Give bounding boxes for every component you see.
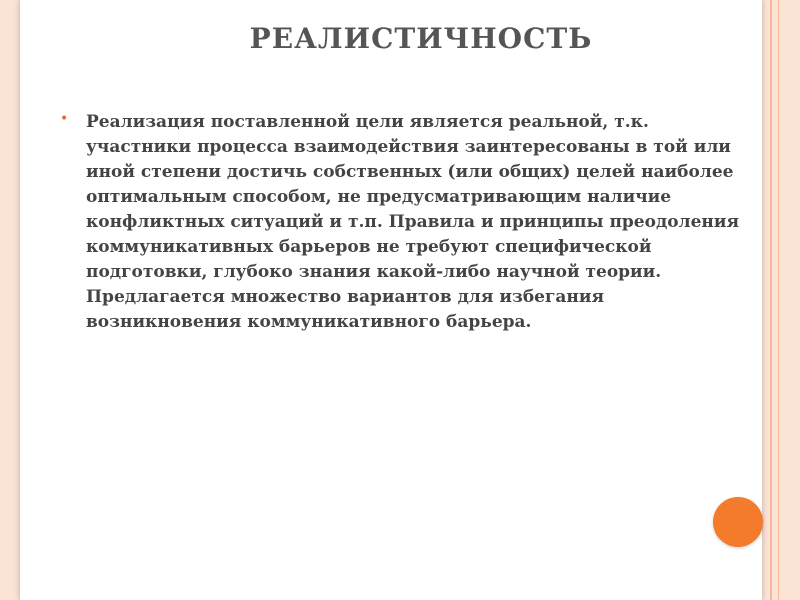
bullet-icon: •	[60, 111, 69, 127]
decorative-rule	[778, 0, 779, 600]
bullet-text: Реализация поставленной цели является реальной, т.к. участники процесса взаимодействия заинтересованы в той или иной степени достичь собственных (или общих) целей наиболее оптимальным способом, не предусматривающим наличие конфликтных ситуаций и т.п. Правила и принципы преодоления коммуникативных барьеров не требуют специфической подготовки, глубоко знания какой-либо научной теории. Предлагается множество вариантов для избегания возникновения коммуникативного барьера.	[86, 112, 740, 332]
slide-title: РЕАЛИСТИЧНОСТЬ	[249, 22, 593, 55]
decorative-rule	[770, 0, 772, 600]
orange-circle-icon	[713, 497, 763, 547]
